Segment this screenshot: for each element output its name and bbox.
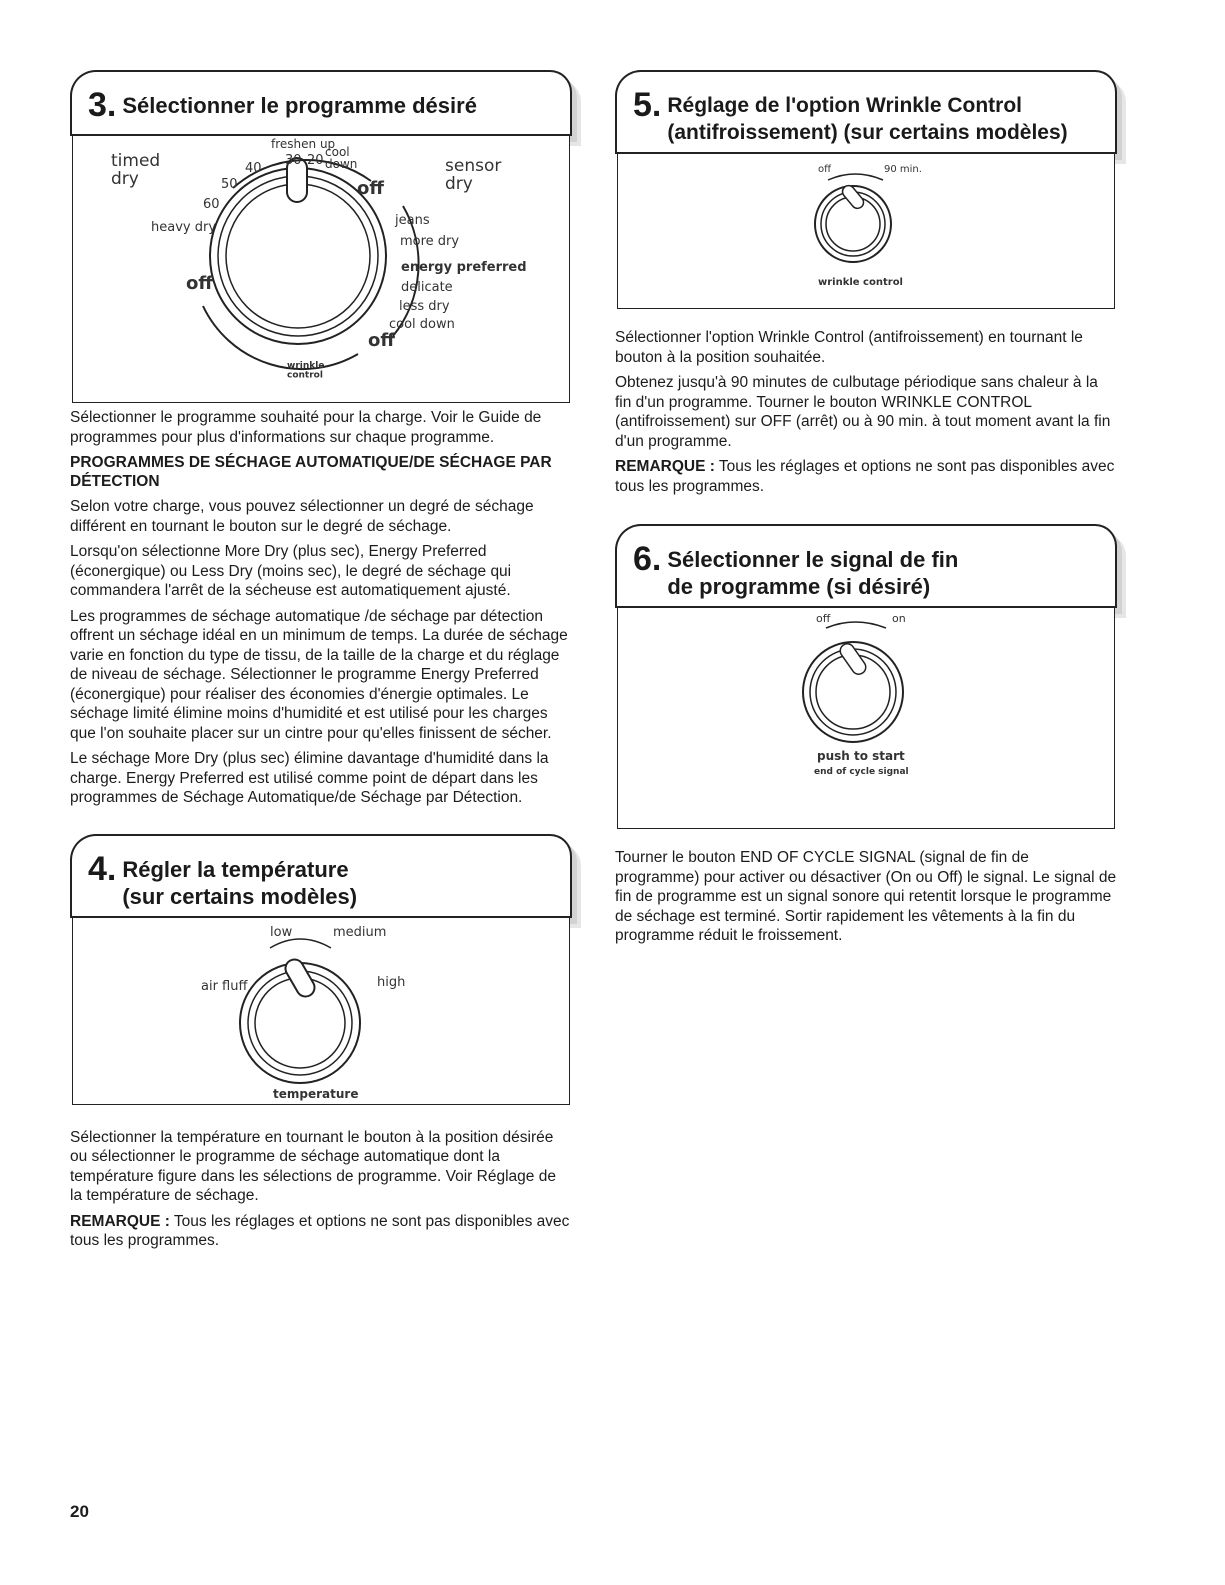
step-3-card (70, 70, 572, 136)
temperature-label: temperature (273, 1086, 359, 1101)
step-3-paragraph-4: Les programmes de séchage automatique /de séchage par détection offrent un séchage idéal en un minimum de temps. La durée de séchage varie en fonction du type de tissu, de la taille de la charge et du réglage de niveau de séchage. Sélectionner le programme Energy Preferred (éconergique) pour réaliser des économies d'énergie optimales. Le séchage limité élimine moins d'humidité et est utilisé pour les charges que l'on souhaite placer sur un cintre pour qu'elles finissent de sécher. (70, 607, 568, 742)
forty-label: 40 (245, 161, 262, 176)
left-column (70, 70, 572, 1257)
step-6-number: 6. (633, 540, 662, 578)
air-fluff-label: air fluff (201, 978, 248, 994)
step-3-number: 3. (88, 86, 117, 124)
signal-on-label: on (892, 612, 906, 625)
cool-label: cool (325, 145, 350, 159)
step-4-note-text: Tous les réglages et options ne sont pas disponibles avec tous les programmes. (70, 1212, 570, 1249)
thirty-label: 30 (285, 153, 302, 168)
step-5-paragraph-1: Sélectionner l'option Wrinkle Control (antifroissement) en tournant le bouton à la position souhaitée. (615, 329, 1083, 366)
step-5-header (617, 72, 1115, 154)
step-5-note (615, 457, 1117, 496)
step-5-card (615, 70, 1117, 154)
wrinkle-off-label: off (818, 164, 832, 175)
step-3-paragraph-3: Lorsqu'on sélectionne More Dry (plus sec), Energy Preferred (éconergique) ou Less Dry (moins sec), le degré de séchage qui commandera l'arrêt de la sécheuse est automatiquement ajusté. (70, 543, 512, 599)
push-to-start-label: push to start (817, 749, 905, 763)
step-4-dial-area (72, 918, 570, 1105)
high-label: high (377, 974, 406, 990)
step-5-text (615, 328, 1117, 496)
wrinkle-control-label: wrinkle control (818, 277, 903, 288)
cool-down-label: cool down (389, 317, 455, 332)
step-5-title: Réglage de l'option Wrinkle Control (antifroissement) (sur certains modèles) (667, 94, 1068, 144)
jeans-label: jeans (395, 213, 430, 228)
step-5-paragraph-2: Obtenez jusqu'à 90 minutes de culbutage périodique sans chaleur à la fin d'un programme. Tourner le bouton WRINKLE CONTROL (antifroissement) sur OFF (arrêt) ou à 90 min. à tout moment avant la fin d'un programme. (615, 374, 1111, 450)
step-4-note-label: REMARQUE : (70, 1212, 170, 1230)
freshen-up-label: freshen up (271, 137, 336, 151)
right-column (615, 70, 1117, 952)
step-3-text (70, 408, 572, 808)
step-6-text (615, 848, 1117, 946)
step-6-title: Sélectionner le signal de fin de programme (si désiré) (667, 547, 959, 599)
step-3-title: Sélectionner le programme désiré (122, 93, 477, 118)
step-6-dial-area (617, 608, 1115, 829)
less-dry-label: less dry (399, 299, 450, 314)
step-3-paragraph-2: Selon votre charge, vous pouvez sélectionner un degré de séchage différent en tournant le bouton sur le degré de séchage. (70, 498, 534, 535)
timed-dry-label: timed dry (111, 151, 161, 189)
step-6-panel (615, 524, 1117, 830)
heavy-dry-label: heavy dry (151, 220, 217, 235)
step-4-number: 4. (88, 849, 117, 888)
delicate-label: delicate (401, 280, 453, 295)
more-dry-label: more dry (400, 234, 460, 249)
step-6-paragraph: Tourner le bouton END OF CYCLE SIGNAL (signal de fin de programme) pour activer ou désactiver (On ou Off) le signal. Le signal de fin de programme est un signal sonore qui retentit lorsque le programme de séchage est terminé. Sortir rapidement les vêtements à la fin du programme réduit le froissement. (615, 849, 1117, 944)
step-4-panel (70, 834, 572, 1104)
step-3-panel (70, 70, 572, 400)
label-line: dry (445, 173, 473, 194)
step-5-note-text: Tous les réglages et options ne sont pas disponibles avec tous les programmes. (615, 458, 1115, 495)
label-line: dry (111, 168, 139, 189)
wrinkle-control-dial (618, 154, 1114, 308)
end-of-cycle-signal-dial (618, 608, 1114, 828)
step-4-note (70, 1212, 572, 1251)
label-line: control (287, 370, 323, 381)
ninety-min-label: 90 min. (884, 164, 922, 175)
temperature-knob-pointer (282, 956, 318, 1000)
step-4-title: Régler la température (sur certains modèles) (122, 856, 358, 909)
step-5-number: 5. (633, 86, 662, 124)
step-6-card (615, 524, 1117, 608)
signal-off-label: off (816, 612, 831, 625)
off-top-label: off (357, 178, 384, 199)
step-3-dial-area (72, 136, 570, 403)
step-3-paragraph-5: Le séchage More Dry (plus sec) élimine davantage d'humidité dans la charge. Energy Preferred est utilisé comme point de départ dans les programmes de Séchage Automatique/de Séchage par Détection. (70, 750, 549, 806)
step-5-dial-area (617, 154, 1115, 309)
page-number: 20 (70, 1502, 89, 1521)
signal-knob-pointer (838, 641, 869, 677)
step-6-header (617, 526, 1115, 608)
step-3-header (72, 72, 570, 136)
sensor-dry-label: sensor dry (445, 156, 502, 194)
sixty-label: 60 (203, 197, 220, 212)
twenty-label: 20 (307, 153, 324, 168)
off-left-label: off (186, 273, 213, 294)
step-5-note-label: REMARQUE : (615, 458, 715, 475)
step-4-paragraph: Sélectionner la température en tournant le bouton à la position désirée ou sélectionner le programme de séchage automatique dont la température figure dans les sélections de programme. Voir Réglage de la température de séchage. (70, 1128, 556, 1204)
step-4-card (70, 834, 572, 918)
step-3-intro: Sélectionner le programme souhaité pour la charge. Voir le Guide de programmes pour plus d'informations sur chaque programme. (70, 409, 542, 446)
step-4-header (72, 836, 570, 918)
cycle-selector-dial (73, 136, 569, 402)
wrinkle-control-label: wrinkle control (287, 361, 325, 381)
temperature-dial (73, 918, 569, 1104)
step-4-text (70, 1128, 572, 1251)
end-of-cycle-signal-label: end of cycle signal (814, 767, 909, 777)
step-5-panel (615, 70, 1117, 310)
down-label: down (325, 157, 358, 171)
low-label: low (270, 924, 293, 940)
off-bottom-label: off (368, 330, 395, 351)
energy-preferred-label: energy preferred (401, 260, 527, 275)
medium-label: medium (333, 924, 387, 940)
fifty-label: 50 (221, 177, 238, 192)
step-3-subheading: PROGRAMMES DE SÉCHAGE AUTOMATIQUE/DE SÉCHAGE PAR DÉTECTION (70, 454, 552, 490)
